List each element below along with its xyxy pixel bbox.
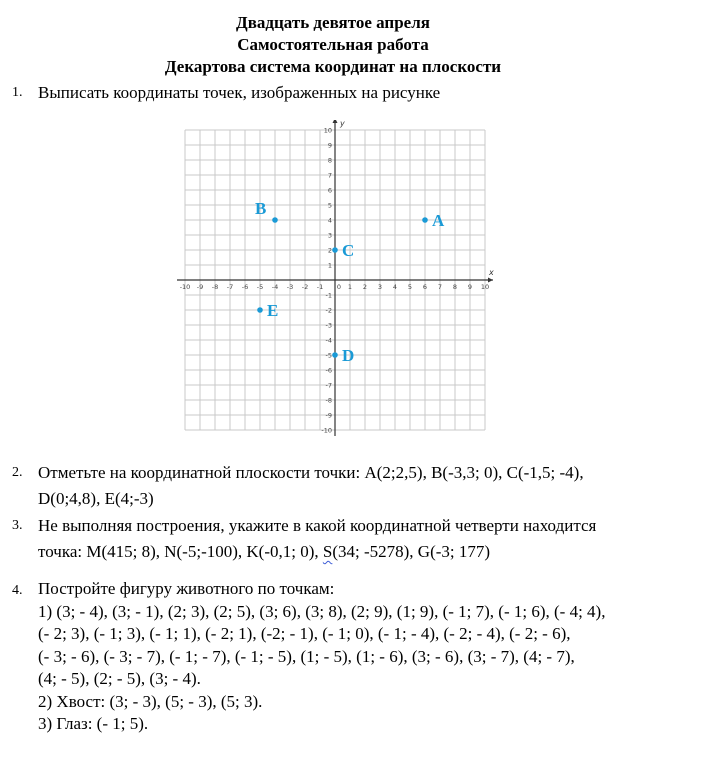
x-tick-label: 7 — [437, 283, 443, 291]
x-tick-label: -2 — [301, 283, 309, 291]
y-tick-label: 9 — [327, 141, 332, 150]
x-tick-label: -4 — [271, 283, 279, 291]
task-1 — [12, 80, 692, 106]
x-tick-label: -8 — [211, 283, 219, 291]
spellcheck-marked-word: S — [322, 542, 333, 561]
x-tick-label: -10 — [179, 283, 191, 291]
header-date: Двадцать девятое апреля — [236, 13, 430, 32]
y-tick-label: -2 — [325, 306, 332, 315]
x-tick-label: 4 — [392, 283, 398, 291]
point-a — [422, 217, 428, 223]
x-tick-label: 8 — [452, 283, 458, 291]
task-2 — [12, 460, 702, 512]
figure-points-line: (- 3; - 6), (- 3; - 7), (- 1; - 7), (- 1; - 5), (1; - 5), (1; - 6), (3; - 6), (3; - 7), (4; - 7), — [38, 646, 575, 666]
x-tick-label: 5 — [407, 283, 413, 291]
point-label-d: D — [342, 346, 355, 365]
y-tick-label: -5 — [325, 351, 332, 360]
y-tick-label: 5 — [327, 201, 332, 210]
tail-points-line: 2) Хвост: (3; - 3), (5; - 3), (5; 3). — [38, 691, 263, 711]
y-tick-label: 8 — [327, 156, 332, 165]
task-number: 1. — [12, 85, 23, 100]
point-label-c: C — [342, 241, 355, 260]
task-number: 4. — [12, 583, 23, 598]
y-tick-label: -1 — [325, 291, 332, 300]
task-text-line — [38, 539, 702, 565]
y-tick-label: -8 — [325, 396, 332, 405]
coordinate-plane — [165, 120, 495, 442]
y-tick-label: 2 — [327, 246, 332, 255]
task-number: 2. — [12, 465, 23, 480]
y-tick-label: -3 — [325, 321, 332, 330]
x-tick-label: 10 — [480, 283, 490, 291]
x-tick-label: -1 — [316, 283, 324, 291]
y-axis-label: y — [340, 120, 345, 128]
x-tick-label: -9 — [196, 283, 204, 291]
x-tick-label: -6 — [241, 283, 249, 291]
y-tick-label: 1 — [327, 261, 332, 270]
y-tick-label: 6 — [327, 186, 332, 195]
x-tick-label: 9 — [467, 283, 473, 291]
task-text: Выписать координаты точек, изображенных на рисунке — [38, 83, 441, 102]
x-tick-label: -7 — [226, 283, 234, 291]
point-d — [332, 352, 338, 358]
x-tick-label: 0 — [336, 283, 342, 291]
y-tick-label: 7 — [327, 171, 332, 180]
y-tick-label: -9 — [325, 411, 332, 420]
x-tick-label: 3 — [377, 283, 383, 291]
task-text-line: Не выполняя построения, укажите в какой координатной четверти находится — [38, 516, 597, 535]
point-e — [257, 307, 263, 313]
y-tick-label: 10 — [323, 126, 332, 135]
header-work-type: Самостоятельная работа — [237, 35, 429, 54]
point-label-a: A — [432, 211, 445, 230]
figure-points-line: (- 2; 3), (- 1; 3), (- 1; 1), (- 2; 1), (-2; - 1), (- 1; 0), (- 1; - 4), (- 2; - 4), (- 2; - 6), — [38, 624, 571, 643]
task-text-line: D(0;4,8), E(4;-3) — [38, 489, 154, 508]
point-label-e: E — [267, 301, 279, 320]
figure-points-line: 1) (3; - 4), (3; - 1), (2; 3), (2; 5), (3; 6), (3; 8), (2; 9), (1; 9), (- 1; 7), (- 1; 6), (- 4; 4), — [38, 601, 606, 621]
figure-points-line: (4; - 5), (2; - 5), (3; - 4). — [38, 669, 201, 688]
header-topic: Декартова система координат на плоскости — [164, 57, 502, 76]
task-3 — [12, 513, 702, 565]
y-tick-label: -10 — [321, 426, 332, 435]
task-text-line: Отметьте на координатной плоскости точки: A(2;2,5), B(-3,3; 0), C(-1,5; -4), — [38, 463, 584, 482]
text-fragment: (34; -5278), G(-3; 177) — [332, 542, 491, 561]
x-axis-label: x — [489, 268, 494, 277]
y-tick-label: 3 — [327, 231, 332, 240]
point-c — [332, 247, 338, 253]
y-axis-arrow — [333, 120, 338, 123]
task-4 — [12, 578, 712, 736]
point-label-b: B — [255, 199, 267, 218]
x-tick-label: 2 — [362, 283, 368, 291]
header — [0, 12, 666, 78]
point-b — [272, 217, 278, 223]
y-tick-label: -4 — [325, 336, 332, 345]
x-tick-label: 6 — [422, 283, 428, 291]
x-tick-label: -5 — [256, 283, 264, 291]
x-tick-label: 1 — [347, 283, 353, 291]
eye-point-line: 3) Глаз: (- 1; 5). — [38, 714, 149, 733]
x-axis-arrow — [488, 278, 493, 283]
task-text-line: Постройте фигуру животного по точкам: — [38, 579, 335, 598]
y-tick-label: -6 — [325, 366, 332, 375]
y-tick-label: 4 — [327, 216, 332, 225]
task-number: 3. — [12, 518, 23, 533]
text-fragment: точка: M(415; 8), N(-5;-100), K(-0,1; 0), — [38, 542, 323, 561]
axes — [177, 120, 494, 436]
x-tick-label: -3 — [286, 283, 294, 291]
y-tick-label: -7 — [325, 381, 332, 390]
